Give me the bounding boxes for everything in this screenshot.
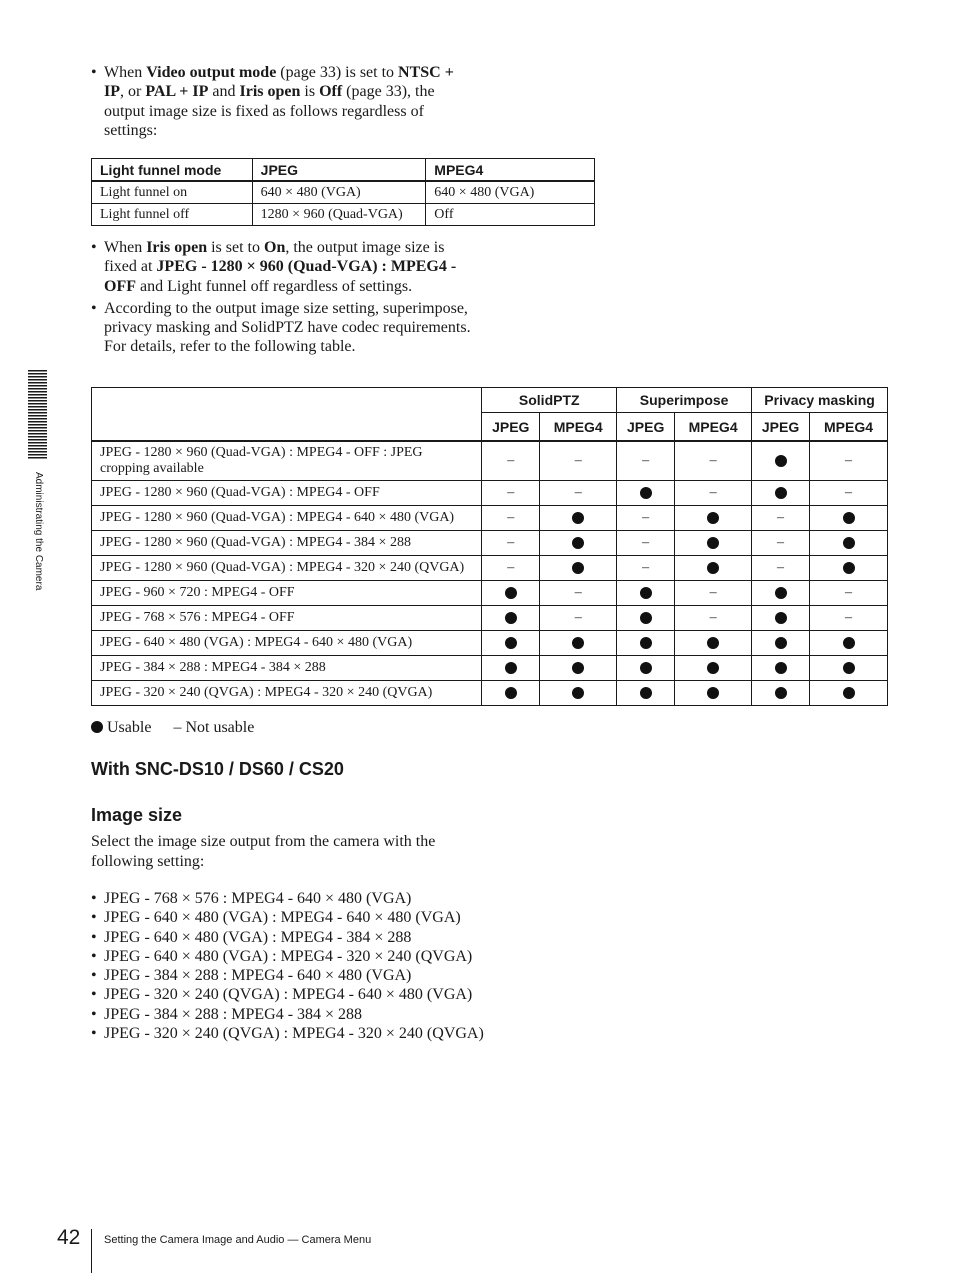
header-empty bbox=[92, 388, 482, 442]
usable-dot-icon bbox=[505, 612, 517, 624]
text-run: According to the output image size setting, superimpose, privacy masking and SolidPTZ have codec requirements. For details, refer to the following table. bbox=[104, 299, 471, 356]
not-usable-cell bbox=[540, 581, 617, 606]
usable-cell bbox=[675, 506, 752, 531]
usable-dot-icon bbox=[572, 687, 584, 699]
usable-dot-icon bbox=[843, 687, 855, 699]
usable-dot-icon bbox=[707, 637, 719, 649]
image-size-mode: JPEG - 640 × 480 (VGA) : MPEG4 - 640 × 480 (VGA) bbox=[92, 631, 482, 656]
not-usable-cell bbox=[675, 606, 752, 631]
table-row bbox=[92, 556, 888, 581]
usable-cell bbox=[675, 631, 752, 656]
legend-usable: Usable bbox=[107, 719, 152, 736]
usable-dot-icon bbox=[843, 537, 855, 549]
not-usable-cell bbox=[617, 506, 675, 531]
usable-cell bbox=[540, 656, 617, 681]
bold-term: NTSC + IP bbox=[104, 64, 454, 101]
usable-cell bbox=[810, 556, 888, 581]
bullet-item bbox=[91, 238, 471, 296]
image-size-mode: JPEG - 320 × 240 (QVGA) : MPEG4 - 320 × 240 (QVGA) bbox=[92, 681, 482, 706]
not-usable-dash: – bbox=[642, 453, 650, 468]
usable-cell bbox=[617, 631, 675, 656]
usable-dot-icon bbox=[707, 662, 719, 674]
not-usable-cell bbox=[482, 531, 540, 556]
usable-dot-icon bbox=[707, 562, 719, 574]
list-item: • JPEG - 320 × 240 (QVGA) : MPEG4 - 320 × 240 (QVGA) bbox=[91, 1024, 484, 1043]
table-cell: Light funnel off bbox=[92, 204, 253, 226]
usable-cell bbox=[752, 481, 810, 506]
table-row bbox=[92, 441, 888, 481]
usable-dot-icon bbox=[775, 687, 787, 699]
not-usable-dash: – bbox=[507, 560, 515, 575]
not-usable-dash: – bbox=[845, 453, 853, 468]
not-usable-dash: – bbox=[642, 510, 650, 525]
image-size-mode: JPEG - 768 × 576 : MPEG4 - OFF bbox=[92, 606, 482, 631]
table-row bbox=[92, 681, 888, 706]
usable-dot-icon bbox=[505, 587, 517, 599]
usable-cell bbox=[752, 581, 810, 606]
usable-cell bbox=[810, 631, 888, 656]
not-usable-dash: – bbox=[642, 560, 650, 575]
usable-cell bbox=[617, 656, 675, 681]
bold-term: Iris open bbox=[146, 239, 208, 256]
subheader-mpeg4: MPEG4 bbox=[540, 413, 617, 442]
list-item: • JPEG - 640 × 480 (VGA) : MPEG4 - 320 × 240 (QVGA) bbox=[91, 947, 484, 966]
usable-cell bbox=[617, 581, 675, 606]
usable-dot-icon bbox=[843, 512, 855, 524]
not-usable-cell bbox=[810, 606, 888, 631]
list-item: • JPEG - 384 × 288 : MPEG4 - 384 × 288 bbox=[91, 1005, 484, 1024]
usable-dot-icon bbox=[572, 662, 584, 674]
not-usable-dash: – bbox=[507, 535, 515, 550]
usable-dot-icon bbox=[775, 637, 787, 649]
table-row bbox=[92, 631, 888, 656]
usable-dot-icon bbox=[640, 662, 652, 674]
text-run: and Light funnel off regardless of settings. bbox=[136, 277, 413, 295]
usable-dot-icon bbox=[640, 487, 652, 499]
not-usable-dash: – bbox=[777, 535, 785, 550]
side-tab-marker bbox=[28, 370, 47, 460]
table-row bbox=[92, 204, 595, 226]
usable-dot-icon bbox=[843, 662, 855, 674]
side-tab-label: Administrating the Camera bbox=[33, 472, 44, 591]
usable-cell bbox=[482, 681, 540, 706]
not-usable-dash: – bbox=[642, 535, 650, 550]
legend-not-usable: – Not usable bbox=[173, 719, 255, 736]
usable-cell bbox=[675, 656, 752, 681]
usable-cell bbox=[617, 606, 675, 631]
intro-bullet-list bbox=[91, 63, 471, 143]
usable-dot-icon bbox=[707, 512, 719, 524]
usable-dot-icon bbox=[572, 562, 584, 574]
header-group-superimpose: Superimpose bbox=[617, 388, 752, 413]
table-cell: 1280 × 960 (Quad-VGA) bbox=[252, 204, 426, 226]
description-paragraph: Select the image size output from the camera with the following setting: bbox=[91, 833, 436, 870]
usable-cell bbox=[752, 441, 810, 481]
usable-dot-icon bbox=[505, 687, 517, 699]
usable-cell bbox=[752, 656, 810, 681]
text-run: , or bbox=[120, 83, 146, 101]
usable-dot-icon bbox=[843, 562, 855, 574]
not-usable-cell bbox=[675, 581, 752, 606]
bullet-item bbox=[91, 63, 471, 140]
not-usable-cell bbox=[810, 581, 888, 606]
usable-dot-icon bbox=[91, 721, 103, 733]
subheader-jpeg: JPEG bbox=[482, 413, 540, 442]
header-jpeg: JPEG bbox=[252, 159, 426, 182]
not-usable-cell bbox=[482, 556, 540, 581]
table-cell: 640 × 480 (VGA) bbox=[252, 181, 426, 204]
image-size-mode: JPEG - 1280 × 960 (Quad-VGA) : MPEG4 - 640 × 480 (VGA) bbox=[92, 506, 482, 531]
usable-cell bbox=[752, 606, 810, 631]
usable-cell bbox=[540, 506, 617, 531]
footer-section-title: Setting the Camera Image and Audio — Camera Menu bbox=[104, 1234, 372, 1246]
not-usable-dash: – bbox=[845, 610, 853, 625]
usable-dot-icon bbox=[505, 662, 517, 674]
image-size-mode: JPEG - 384 × 288 : MPEG4 - 384 × 288 bbox=[92, 656, 482, 681]
text-run: and bbox=[208, 83, 240, 101]
usable-dot-icon bbox=[775, 487, 787, 499]
image-size-mode: JPEG - 1280 × 960 (Quad-VGA) : MPEG4 - OFF bbox=[92, 481, 482, 506]
image-size-mode: JPEG - 960 × 720 : MPEG4 - OFF bbox=[92, 581, 482, 606]
not-usable-dash: – bbox=[709, 453, 717, 468]
light-funnel-table bbox=[91, 158, 595, 226]
list-item: • JPEG - 768 × 576 : MPEG4 - 640 × 480 (VGA) bbox=[91, 889, 484, 908]
usable-cell bbox=[482, 581, 540, 606]
subsection-heading: Image size bbox=[91, 805, 183, 825]
subheader-jpeg: JPEG bbox=[617, 413, 675, 442]
not-usable-dash: – bbox=[574, 610, 582, 625]
not-usable-cell bbox=[482, 506, 540, 531]
table-cell: Off bbox=[426, 204, 595, 226]
text-run: is set to bbox=[207, 239, 264, 256]
table-row bbox=[92, 581, 888, 606]
header-group-solidptz: SolidPTZ bbox=[482, 388, 617, 413]
text-run: , the output image size is fixed at bbox=[104, 239, 445, 276]
text-run: When bbox=[104, 239, 147, 256]
usable-dot-icon bbox=[572, 512, 584, 524]
not-usable-cell bbox=[482, 441, 540, 481]
bold-term: Off bbox=[319, 83, 343, 101]
codec-requirements-table bbox=[91, 387, 888, 706]
usable-cell bbox=[540, 556, 617, 581]
table-row bbox=[92, 606, 888, 631]
usable-dot-icon bbox=[640, 612, 652, 624]
not-usable-dash: – bbox=[845, 585, 853, 600]
table-row bbox=[92, 181, 595, 204]
usable-cell bbox=[810, 681, 888, 706]
usable-dot-icon bbox=[640, 687, 652, 699]
usable-cell bbox=[540, 681, 617, 706]
table-row bbox=[92, 531, 888, 556]
bold-term: On bbox=[264, 239, 286, 256]
subheader-jpeg: JPEG bbox=[752, 413, 810, 442]
text-run: When bbox=[104, 64, 147, 81]
usable-cell bbox=[810, 531, 888, 556]
usable-cell bbox=[617, 481, 675, 506]
bold-term: Iris open bbox=[239, 83, 301, 101]
bold-term: Video output mode bbox=[146, 64, 277, 81]
subheader-mpeg4: MPEG4 bbox=[810, 413, 888, 442]
header-group-privacy-masking: Privacy masking bbox=[752, 388, 888, 413]
bullet-item bbox=[91, 299, 471, 357]
usable-dot-icon bbox=[572, 637, 584, 649]
not-usable-cell bbox=[617, 441, 675, 481]
not-usable-dash: – bbox=[574, 485, 582, 500]
not-usable-cell bbox=[810, 441, 888, 481]
not-usable-cell bbox=[540, 481, 617, 506]
usable-dot-icon bbox=[775, 612, 787, 624]
usable-cell bbox=[752, 631, 810, 656]
not-usable-dash: – bbox=[574, 585, 582, 600]
usable-dot-icon bbox=[775, 662, 787, 674]
not-usable-cell bbox=[617, 531, 675, 556]
not-usable-cell bbox=[752, 506, 810, 531]
usable-cell bbox=[482, 656, 540, 681]
table-row bbox=[92, 481, 888, 506]
table-cell: Light funnel on bbox=[92, 181, 253, 204]
usable-dot-icon bbox=[572, 537, 584, 549]
bold-term: JPEG - 1280 × 960 (Quad-VGA) : MPEG4 - OFF bbox=[104, 258, 457, 295]
not-usable-dash: – bbox=[709, 485, 717, 500]
not-usable-dash: – bbox=[507, 453, 515, 468]
subheader-mpeg4: MPEG4 bbox=[675, 413, 752, 442]
usable-dot-icon bbox=[640, 587, 652, 599]
not-usable-dash: – bbox=[507, 510, 515, 525]
footer-divider bbox=[91, 1229, 92, 1273]
page-number: 42 bbox=[57, 1226, 81, 1249]
image-size-mode: JPEG - 1280 × 960 (Quad-VGA) : MPEG4 - 320 × 240 (QVGA) bbox=[92, 556, 482, 581]
image-size-mode: JPEG - 1280 × 960 (Quad-VGA) : MPEG4 - 384 × 288 bbox=[92, 531, 482, 556]
table-legend bbox=[91, 719, 254, 737]
not-usable-cell bbox=[810, 481, 888, 506]
text-run: (page 33), the output image size is fixed as follows regardless of settings: bbox=[104, 83, 435, 139]
usable-dot-icon bbox=[843, 637, 855, 649]
not-usable-cell bbox=[675, 481, 752, 506]
usable-cell bbox=[675, 681, 752, 706]
usable-cell bbox=[675, 556, 752, 581]
not-usable-cell bbox=[540, 606, 617, 631]
not-usable-cell bbox=[675, 441, 752, 481]
image-size-mode: JPEG - 1280 × 960 (Quad-VGA) : MPEG4 - OFF : JPEG cropping available bbox=[92, 441, 482, 481]
text-run: is bbox=[300, 83, 320, 101]
not-usable-dash: – bbox=[574, 453, 582, 468]
bold-term: PAL + IP bbox=[145, 83, 209, 101]
usable-cell bbox=[810, 656, 888, 681]
table-row bbox=[92, 506, 888, 531]
not-usable-dash: – bbox=[777, 560, 785, 575]
section-heading: With SNC-DS10 / DS60 / CS20 bbox=[91, 759, 344, 779]
usable-cell bbox=[482, 631, 540, 656]
usable-dot-icon bbox=[505, 637, 517, 649]
not-usable-cell bbox=[540, 441, 617, 481]
not-usable-dash: – bbox=[507, 485, 515, 500]
header-mpeg4: MPEG4 bbox=[426, 159, 595, 182]
usable-dot-icon bbox=[775, 587, 787, 599]
table-cell: 640 × 480 (VGA) bbox=[426, 181, 595, 204]
not-usable-dash: – bbox=[709, 610, 717, 625]
image-size-list bbox=[91, 889, 484, 1043]
not-usable-cell bbox=[617, 556, 675, 581]
usable-cell bbox=[752, 681, 810, 706]
not-usable-cell bbox=[752, 531, 810, 556]
usable-dot-icon bbox=[707, 687, 719, 699]
usable-cell bbox=[482, 606, 540, 631]
not-usable-cell bbox=[482, 481, 540, 506]
usable-cell bbox=[810, 506, 888, 531]
not-usable-cell bbox=[752, 556, 810, 581]
header-light-funnel-mode: Light funnel mode bbox=[92, 159, 253, 182]
list-item: • JPEG - 320 × 240 (QVGA) : MPEG4 - 640 × 480 (VGA) bbox=[91, 985, 484, 1004]
not-usable-dash: – bbox=[709, 585, 717, 600]
list-item: • JPEG - 384 × 288 : MPEG4 - 640 × 480 (VGA) bbox=[91, 966, 484, 985]
usable-dot-icon bbox=[775, 455, 787, 467]
list-item: • JPEG - 640 × 480 (VGA) : MPEG4 - 640 × 480 (VGA) bbox=[91, 908, 484, 927]
usable-cell bbox=[540, 531, 617, 556]
list-item: • JPEG - 640 × 480 (VGA) : MPEG4 - 384 × 288 bbox=[91, 928, 484, 947]
usable-dot-icon bbox=[640, 637, 652, 649]
not-usable-dash: – bbox=[845, 485, 853, 500]
table-row bbox=[92, 656, 888, 681]
not-usable-dash: – bbox=[777, 510, 785, 525]
usable-cell bbox=[540, 631, 617, 656]
usable-dot-icon bbox=[707, 537, 719, 549]
usable-cell bbox=[675, 531, 752, 556]
codec-bullet-list bbox=[91, 238, 471, 360]
text-run: (page 33) is set to bbox=[276, 64, 399, 81]
usable-cell bbox=[617, 681, 675, 706]
